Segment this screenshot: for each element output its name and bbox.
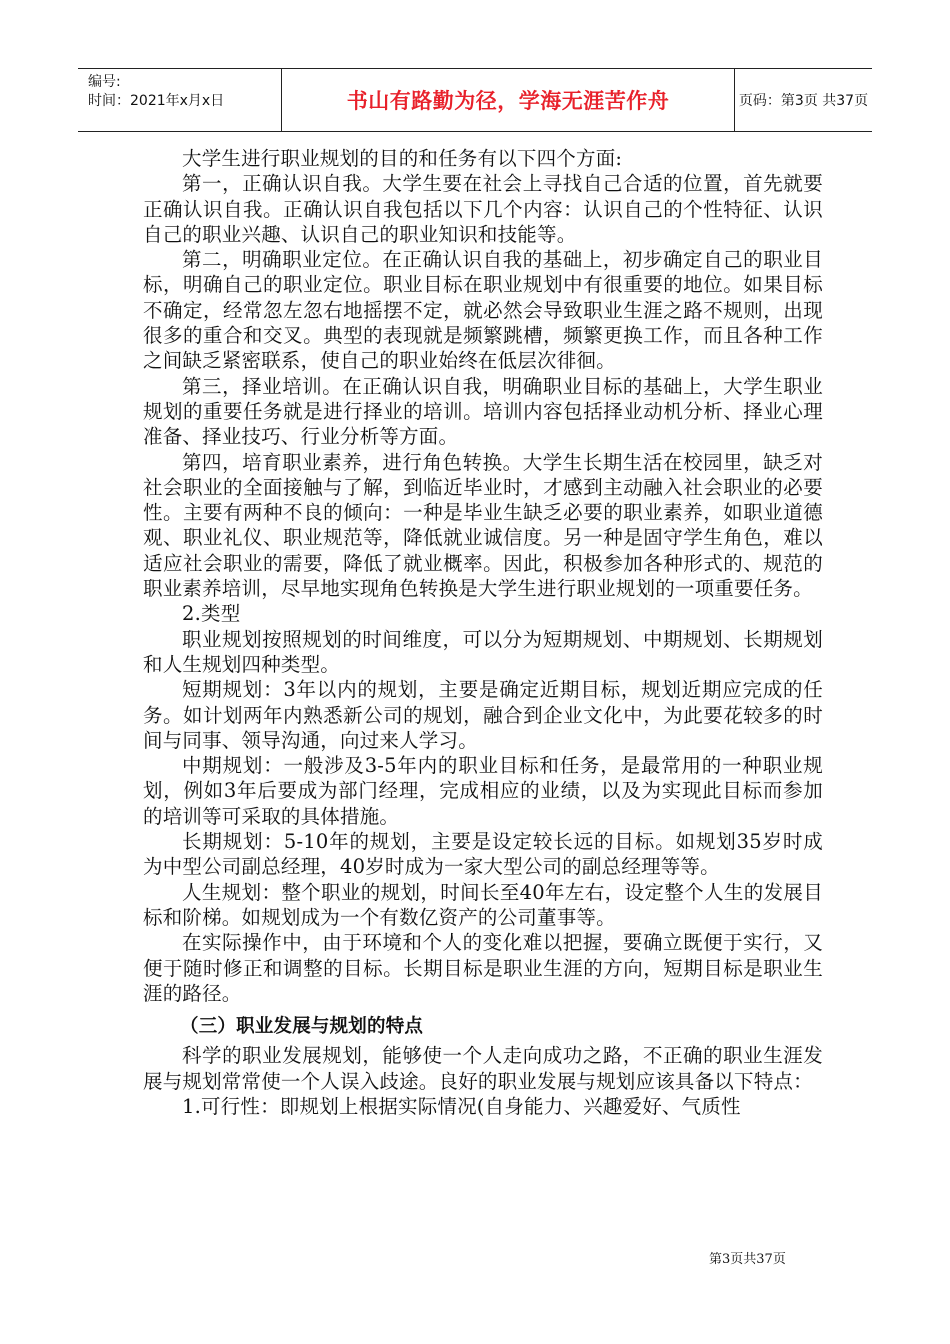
paragraph: 第四，培育职业素养，进行角色转换。大学生长期生活在校园里，缺乏对社会职业的全面接触与了解，到临近毕业时，才感到主动融入社会职业的必要性。主要有两种不良的倾向：一种是毕业生缺乏必要的职业素养，如职业道德观、职业礼仪、职业规范等，降低就业诚信度。另一种是固守学生角色，难以适应社会职业的需要，降低了就业概率。因此，积极参加各种形式的、规范的职业素养培训，尽早地实现角色转换是大学生进行职业规划的一项重要任务。 (143, 450, 823, 601)
paragraph: 中期规划：一般涉及3-5年内的职业目标和任务，是最常用的一种职业规划，例如3年后要成为部门经理，完成相应的业绩，以及为实现此目标而参加的培训等可采取的具体措施。 (143, 754, 823, 828)
subheading-types: 2.类型 (182, 602, 241, 626)
document-body (143, 146, 823, 1119)
paragraph: 短期规划：3年以内的规划，主要是确定近期目标，规划近期应完成的任务。如计划两年内熟悉新公司的规划，融合到企业文化中，为此要花较多的时间与同事、领导沟通，向过来人学习。 (143, 678, 823, 752)
header-motto-cell (281, 69, 735, 131)
paragraph: 科学的职业发展规划，能够使一个人走向成功之路，不正确的职业生涯发展与规划常常使一个人误入歧途。良好的职业发展与规划应该具备以下特点： (143, 1044, 823, 1093)
document-number-label: 编号: (88, 74, 121, 90)
paragraph: 第二，明确职业定位。在正确认识自我的基础上，初步确定自己的职业目标，明确自己的职业定位。职业目标在职业规划中有很重要的地位。如果目标不确定，经常忽左忽右地摇摆不定，就必然会导致职业生涯之路不规则，出现很多的重合和交叉。典型的表现就是频繁跳槽，频繁更换工作，而且各种工作之间缺乏紧密联系，使自己的职业始终在低层次徘徊。 (143, 248, 823, 373)
paragraph: 第一，正确认识自我。大学生要在社会上寻找自己合适的位置，首先就要正确认识自我。正确认识自我包括以下几个内容：认识自己的个性特征、认识自己的职业兴趣、认识自己的职业知识和技能等。 (143, 172, 823, 246)
document-time: 时间：2021年x月x日 (88, 93, 225, 109)
page-footer: 第3页共37页 (709, 1252, 786, 1267)
paragraph: 人生规划：整个职业的规划，时间长至40年左右，设定整个人生的发展目标和阶梯。如规划成为一个有数亿资产的公司董事等。 (143, 880, 823, 929)
paragraph: 大学生进行职业规划的目的和任务有以下四个方面: (182, 147, 623, 170)
paragraph: 长期规划：5-10年的规划，主要是设定较长远的目标。如规划35岁时成为中型公司副总经理，40岁时成为一家大型公司的副总经理等等。 (143, 830, 823, 879)
header-page-code: 页码：第3页 共37页 (738, 93, 869, 109)
section-heading: （三）职业发展与规划的特点 (180, 1016, 424, 1038)
paragraph: 在实际操作中，由于环境和个人的变化难以把握，要确立既便于实行，又便于随时修正和调整的目标。长期目标是职业生涯的方向，短期目标是职业生涯的路径。 (143, 931, 823, 1005)
page-header (78, 68, 872, 132)
paragraph: 第三，择业培训。在正确认识自我，明确职业目标的基础上，大学生职业规划的重要任务就是进行择业的培训。培训内容包括择业动机分析、择业心理准备、择业技巧、行业分析等方面。 (143, 374, 823, 449)
paragraph: 1.可行性：即规划上根据实际情况(自身能力、兴趣爱好、气质性 (182, 1094, 741, 1118)
header-motto: 书山有路勤为径，学海无涯苦作舟 (346, 89, 670, 113)
paragraph: 职业规划按照规划的时间维度，可以分为短期规划、中期规划、长期规划和人生规划四种类型。 (143, 627, 823, 676)
header-meta (78, 69, 281, 135)
